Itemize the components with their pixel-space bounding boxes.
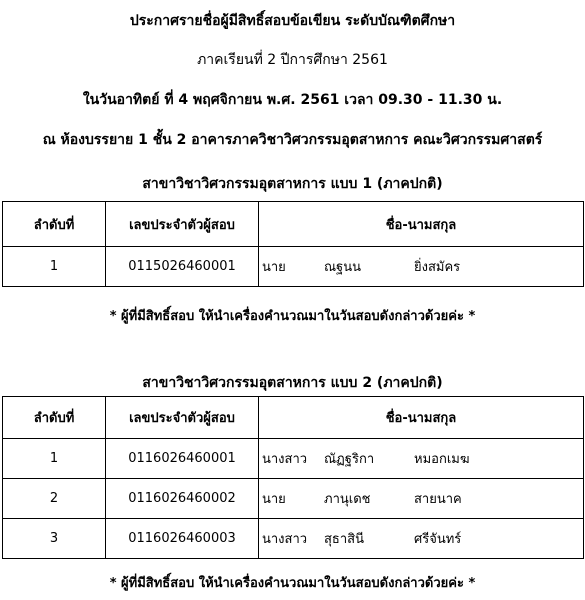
- section-1-heading: สาขาวิชาวิศวกรรมอุตสาหการ แบบ 1 (ภาคปกติ): [142, 176, 443, 192]
- table-row: [3, 247, 584, 287]
- row-exam-id: 0115026460001: [106, 247, 259, 287]
- table-row: [3, 439, 584, 479]
- row-name: [259, 479, 584, 519]
- name-title: นางสาว: [262, 452, 308, 467]
- exam-location: ณ ห้องบรรยาย 1 ชั้น 2 อาคารภาควิชาวิศวกรรมอุตสาหการ คณะวิศวกรรมศาสตร์: [42, 132, 543, 148]
- row-exam-id: 0116026460003: [106, 519, 259, 559]
- exam-datetime: ในวันอาทิตย์ ที่ 4 พฤศจิกายน พ.ศ. 2561 เวลา 09.30 - 11.30 น.: [82, 92, 503, 108]
- row-name: [259, 519, 584, 559]
- name-title: นาย: [262, 492, 286, 507]
- row-order: 1: [3, 247, 106, 287]
- section-1-table: [2, 201, 584, 287]
- last-name: ยิ่งสมัคร: [414, 260, 461, 275]
- last-name: หมอกเมฆ: [414, 452, 470, 467]
- col-order-header: ลำดับที่: [3, 397, 106, 439]
- table-row: [3, 519, 584, 559]
- col-name-header: ชื่อ-นามสกุล: [259, 397, 584, 439]
- row-name: [259, 439, 584, 479]
- name-title: นาย: [262, 260, 286, 275]
- announcement-title: ประกาศรายชื่อผู้มีสิทธิ์สอบข้อเขียน ระดับบัณฑิตศึกษา: [129, 13, 456, 29]
- col-id-header: เลขประจำตัวผู้สอบ: [106, 202, 259, 247]
- col-name-header: ชื่อ-นามสกุล: [259, 202, 584, 247]
- section-1-note: * ผู้ที่มีสิทธิ์สอบ ให้นำเครื่องคำนวณมาในวันสอบดังกล่าวด้วยค่ะ *: [109, 309, 476, 324]
- section-2-heading: สาขาวิชาวิศวกรรมอุตสาหการ แบบ 2 (ภาคปกติ): [142, 375, 443, 391]
- row-order: 3: [3, 519, 106, 559]
- first-name: ณฐนน: [324, 260, 362, 275]
- last-name: สายนาค: [414, 492, 462, 507]
- table-header-row: [3, 397, 584, 439]
- row-exam-id: 0116026460002: [106, 479, 259, 519]
- table-row: [3, 479, 584, 519]
- semester-line: ภาคเรียนที่ 2 ปีการศึกษา 2561: [197, 52, 388, 68]
- first-name: ภานุเดช: [324, 492, 371, 507]
- table-header-row: [3, 202, 584, 247]
- name-title: นางสาว: [262, 532, 308, 547]
- col-order-header: ลำดับที่: [3, 202, 106, 247]
- row-order: 1: [3, 439, 106, 479]
- row-order: 2: [3, 479, 106, 519]
- last-name: ศรีจันทร์: [414, 532, 462, 547]
- row-exam-id: 0116026460001: [106, 439, 259, 479]
- row-name: [259, 247, 584, 287]
- section-2-table: [2, 396, 584, 559]
- first-name: ณัฏฐริกา: [324, 452, 375, 467]
- section-2-note: * ผู้ที่มีสิทธิ์สอบ ให้นำเครื่องคำนวณมาในวันสอบดังกล่าวด้วยค่ะ *: [109, 576, 476, 591]
- col-id-header: เลขประจำตัวผู้สอบ: [106, 397, 259, 439]
- first-name: สุธาสินี: [324, 532, 364, 547]
